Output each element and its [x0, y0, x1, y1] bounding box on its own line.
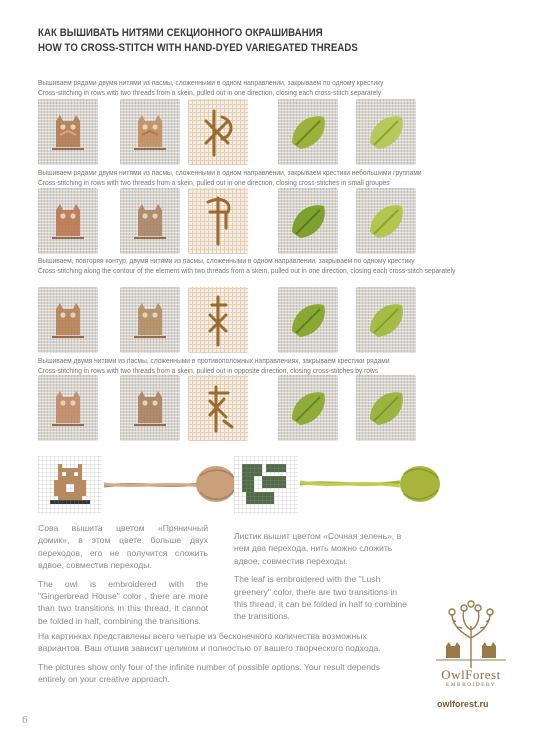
owl-description: Сова вышита цветом «Пряничный домик», в этом цвете больше двух переходов, его не получится сложить вдвое, совместив переходы. The owl is embroidered with the "Gingerbread House" color , there are more than two transitions in this thread, it cannot be folded in half, combining the transitions.	[38, 523, 208, 626]
section-4-samples	[38, 375, 498, 441]
leaf-sample-1a	[278, 99, 338, 165]
brand-sub: EMBROIDERY	[445, 682, 497, 688]
section-3-samples	[38, 287, 498, 353]
section-2-caption: Вышиваем рядами двумя нитями из пасмы, сложенными в одном направлении, закрываем крестики небольшими группами Cross-stitching in rows with two threads from a skein, pulled out in one direction, closing cross-stitches in small groupes	[38, 168, 422, 187]
owl-sample-4b	[120, 375, 180, 441]
stitch-diagram-4	[188, 375, 248, 441]
page-number: 6	[22, 714, 28, 726]
leaf-sample-2a	[278, 188, 338, 254]
owl-sample-2a	[38, 188, 98, 254]
title-en: HOW TO CROSS-STITCH WITH HAND-DYED VARIEGATED THREADS	[38, 42, 358, 54]
brand-logo	[426, 598, 516, 678]
stitch-diagram-3	[188, 287, 248, 353]
owl-sample-1a	[38, 99, 98, 165]
owl-sample-4a	[38, 375, 98, 441]
owl-sample-3a	[38, 287, 98, 353]
leaf-pattern-chart	[234, 456, 298, 514]
leaf-sample-4a	[278, 375, 338, 441]
owl-sample-1b	[120, 99, 180, 165]
title-ru: КАК ВЫШИВАТЬ НИТЯМИ СЕКЦИОННОГО ОКРАШИВАНИЯ	[38, 27, 323, 39]
leaf-sample-3a	[278, 287, 338, 353]
leaf-sample-1b	[356, 99, 416, 165]
stitch-diagram-2	[188, 188, 248, 254]
website-link[interactable]: owlforest.ru	[437, 699, 489, 709]
stitch-diagram-1	[188, 99, 248, 165]
brand-name: OwlForest	[441, 667, 501, 682]
leaf-description: Листик вышит цветом «Сочная зелень», в нем два перехода, нить можно сложить вдвое, совместив переходы. The leaf is embroidered with the "Lush greenery" color, there are two transitions in this thread, it can be folded in half to combine the transitions.	[234, 531, 407, 622]
page-title	[38, 26, 508, 56]
lush-greenery-thread-skein	[300, 462, 440, 506]
section-4-caption: Вышиваем двумя нитями из пасмы, сложенными в противоположных направлениях, закрываем крестики рядами Cross-stitching in rows with two threads from a skein, pulled out in opposite direction, closing cross-stitches by rows	[38, 356, 390, 375]
leaf-sample-3b	[356, 287, 416, 353]
owl-pattern-chart	[38, 456, 102, 514]
section-3-caption: Вышиваем, повторяя контур, двумя нитями из пасмы, сложенными в одном направлении, закрываем по одному крестику Cross-stitching along the contour of the element with two threads from a skein, pulled out in one direction, closing each cross-stitch separately	[38, 256, 456, 275]
section-1-samples	[38, 99, 498, 165]
section-2-samples	[38, 188, 498, 254]
leaf-sample-2b	[356, 188, 416, 254]
leaf-sample-4b	[356, 375, 416, 441]
section-1-caption: Вышиваем рядами двумя нитями из пасмы, сложенными в одном направлении, закрываем по одному крестику Cross-stitching in rows with two threads from a skein, pulled out in one direction, closing each cross-stitch separately	[38, 78, 384, 97]
owl-sample-3b	[120, 287, 180, 353]
leaf-icon	[292, 116, 325, 149]
variants-note: На картинках представлены всего четыре из бесконечного количества возможных вариантов. Ваш отшив зависит целиком и полностью от вашего творческого подхода. The pictures show only four of the infinite number of possible options. Your result depends entirely on your creative approach.	[38, 631, 381, 685]
gingerbread-thread-skein	[104, 462, 236, 506]
owl-sample-2b	[120, 188, 180, 254]
owl-icon	[52, 115, 84, 149]
